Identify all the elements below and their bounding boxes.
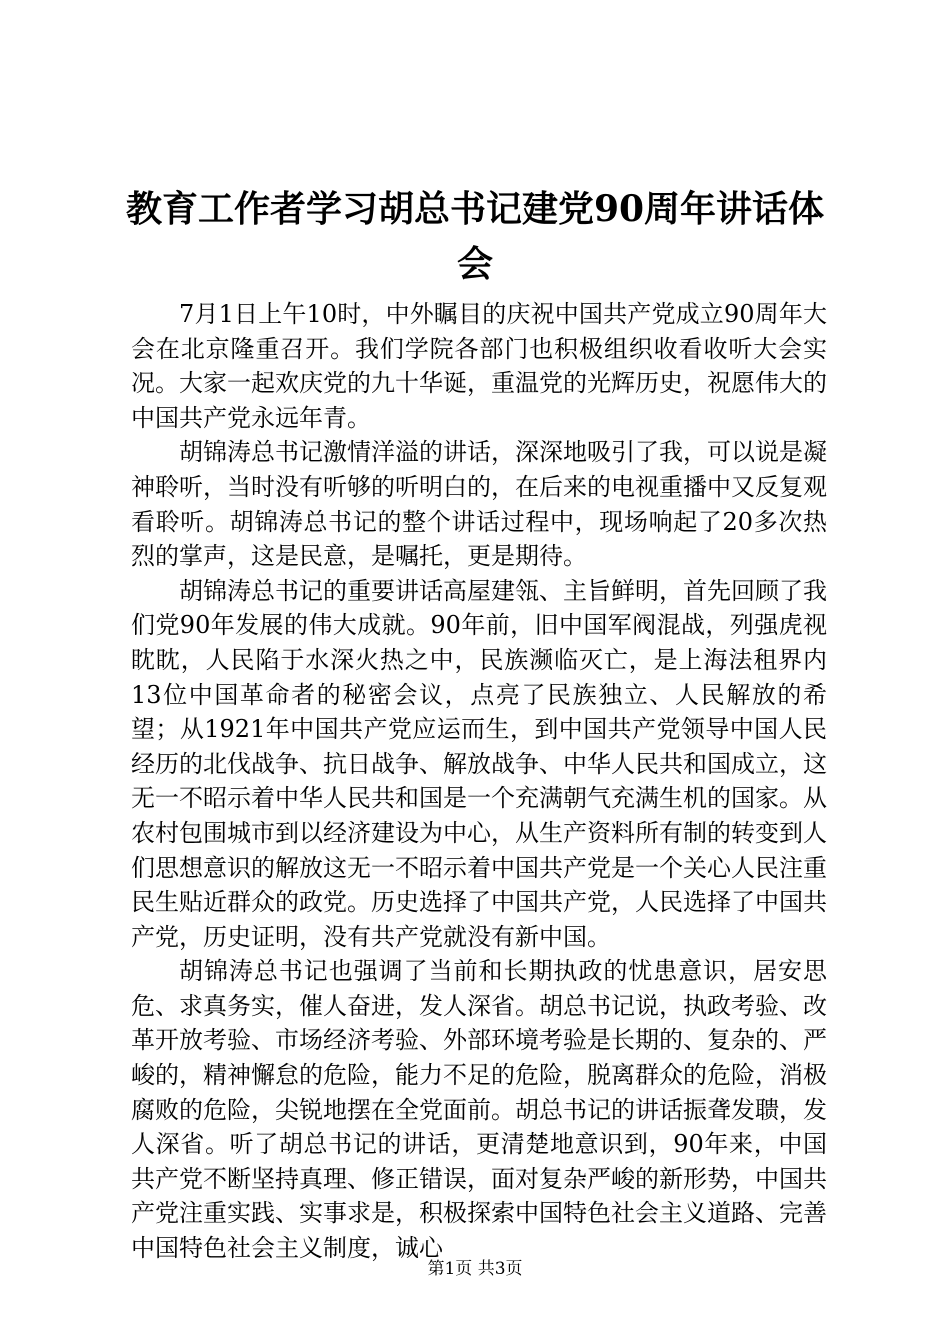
page-number-footer: 第1页 共3页 xyxy=(427,1259,523,1279)
paragraph: 胡锦涛总书记激情洋溢的讲话，深深地吸引了我，可以说是凝神聆听，当时没有听够的听明白的，在后来的电视重播中又反复观看聆听。胡锦涛总书记的整个讲话过程中，现场响起了20多次热烈的掌声，这是民意，是嘱托，更是期待。 xyxy=(131,438,827,571)
paragraph: 胡锦涛总书记也强调了当前和长期执政的忧患意识，居安思危、求真务实，催人奋进，发人深省。胡总书记说，执政考验、改革开放考验、市场经济考验、外部环境考验是长期的、复杂的、严峻的，精神懈怠的危险，能力不足的危险，脱离群众的危险，消极腐败的危险，尖锐地摆在全党面前。胡总书记的讲话振聋发聩，发人深省。听了胡总书记的讲话，更清楚地意识到，90年来，中国共产党不断坚持真理、修正错误，面对复杂严峻的新形势，中国共产党注重实践、实事求是，积极探索中国特色社会主义道路、完善中国特色社会主义制度，诚心 xyxy=(131,957,827,1263)
document-body xyxy=(131,297,827,1266)
paragraph: 胡锦涛总书记的重要讲话高屋建瓴、主旨鲜明，首先回顾了我们党90年发展的伟大成就。90年前，旧中国军阀混战，列强虎视眈眈，人民陷于水深火热之中，民族濒临灭亡，是上海法租界内13位中国革命者的秘密会议，点亮了民族独立、人民解放的希望；从1921年中国共产党应运而生，到中国共产党领导中国人民经历的北伐战争、抗日战争、解放战争、中华人民共和国成立，这无一不昭示着中华人民共和国是一个充满朝气充满生机的国家。从农村包围城市到以经济建设为中心，从生产资料所有制的转变到人们思想意识的解放这无一不昭示着中国共产党是一个关心人民注重民生贴近群众的政党。历史选择了中国共产党，人民选择了中国共产党，历史证明，没有共产党就没有新中国。 xyxy=(131,576,827,951)
paragraph: 7月1日上午10时，中外瞩目的庆祝中国共产党成立90周年大会在北京隆重召开。我们学院各部门也积极组织收看收听大会实况。大家一起欢庆党的九十华诞，重温党的光辉历史，祝愿伟大的中国共产党永远年青。 xyxy=(131,300,827,432)
document-title: 教育工作者学习胡总书记建党90周年讲话体会 xyxy=(125,188,825,285)
